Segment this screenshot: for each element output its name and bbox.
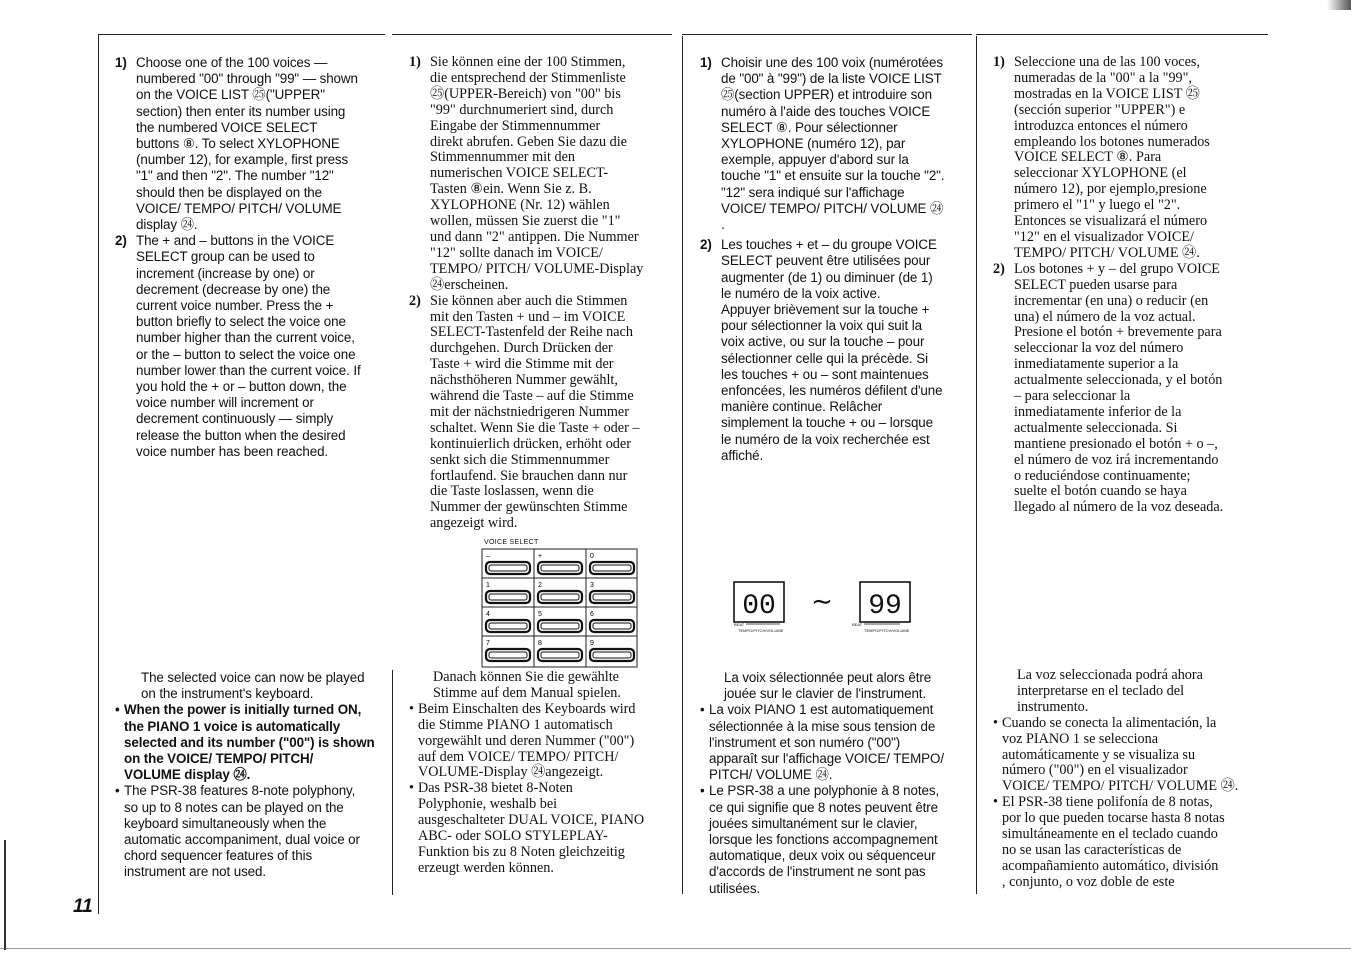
voice-select-diagram (476, 537, 646, 667)
display-range-svg (730, 580, 930, 640)
keypad-key-label: 5 (538, 611, 542, 618)
keypad-button-inner (489, 623, 527, 629)
keypad-key-label: – (486, 553, 490, 560)
keypad-key-label: 4 (486, 611, 490, 618)
keypad-button-inner (541, 652, 579, 658)
keypad-key-label: 3 (590, 582, 594, 589)
keypad-key-label: 9 (590, 640, 594, 647)
top-rule-2 (392, 34, 672, 35)
french-step-2: 2) Les touches + et – du groupe VOICE SELECT peuvent être utilisées pour augmenter (de 1) ou diminuer (de 1) le numéro de la voix active. Appuyer brièvement sur la touche + pour sélectionner la voix qui suit la voix active, ou sur la touche – pour sélectionner celle qui la précède. Si les touches + ou – sont maintenues enfoncées, les numéros défilent d'une manière continue. Relâcher simplement la touche + ou – lorsque le numéro de la voix recherchée est affiché. (700, 237, 943, 463)
top-rule-4 (976, 34, 1268, 35)
keypad-button-inner (489, 652, 527, 658)
column-divider-1 (392, 670, 393, 895)
display-range-diagram (730, 580, 930, 640)
french-notes (700, 670, 980, 897)
keypad-button (486, 562, 530, 574)
english-step-1: 1) Choose one of the 100 voices — numbered "00" through "99" — shown on the VOICE LIST ㉕("UPPER" section) then enter its number using the numbered VOICE SELECT buttons ⑧. To select XYLOPHONE (number 12), for example, first press "1" and then "2". The number "12" should then be displayed on the VOICE/ TEMPO/ PITCH/ VOLUME display ㉔. (115, 55, 358, 233)
keypad-button (538, 620, 582, 632)
german-bullet-2: • Das PSR-38 bietet 8-Noten Polyphonie, weshalb bei ausgeschalteter DUAL VOICE, PIANO ABC- oder SOLO STYLEPLAY- Funktion bis zu 8 Noten gleichzeitig erzeugt werden können. (409, 780, 645, 876)
keypad-key-label: 6 (590, 611, 594, 618)
top-rule-3 (682, 34, 972, 35)
english-notes (115, 670, 390, 881)
keypad-key-label: 8 (538, 640, 542, 647)
keypad-key-label: 7 (486, 640, 490, 647)
keypad-button (486, 649, 530, 661)
english-bullet-2: • The PSR-38 features 8-note polyphony, so up to 8 notes can be played on the keyboard simultaneously when the automatic accompaniment, dual voice or chord sequencer features of this instrument are not used. (115, 783, 360, 880)
keypad-button (590, 591, 634, 603)
french-step-1: 1) Choisir une des 100 voix (numérotées de "00" à "99") de la liste VOICE LIST ㉕(section UPPER) et introduire son numéro à l'aide des touches VOICE SELECT ⑧. Pour sélectionner XYLOPHONE (numéro 12), par exemple, appuyer d'abord sur la touche "1" et ensuite sur la touche "2". "12" sera indiqué sur l'affichage VOICE/ TEMPO/ PITCH/ VOLUME ㉔ . (700, 55, 945, 233)
keypad-button-inner (541, 594, 579, 600)
english-bullet-1: • When the power is initially turned ON, the PIANO 1 voice is automatically selected and its number ("00") is shown on the VOICE/ TEMPO/ PITCH/ VOLUME display ㉔. (115, 702, 375, 783)
left-margin-rule (98, 34, 99, 914)
spanish-bullet-2: • El PSR-38 tiene polifonía de 8 notas, por lo que pueden tocarse hasta 8 notas simultáneamente en el teclado cuando no se usan las características de acompañamiento automático, división , conjunto, o voz doble de este (993, 794, 1225, 890)
german-step-1: 1) Sie können eine der 100 Stimmen, die entsprechend der Stimmenliste ㉕(UPPER-Bereich) von "00" bis "99" durchnumeriert sind, durch Eingabe der Stimmennummer direkt abrufen. Geben Sie dazu die Stimmennummer mit den numerischen VOICE SELECT- Tasten ⑧ein. Wenn Sie z. B. XYLOPHONE (Nr. 12) wählen wollen, müssen Sie zuerst die "1" und dann "2" antippen. Die Nummer "12" sollte danach im VOICE/ TEMPO/ PITCH/ VOLUME-Display ㉔erscheinen. (409, 54, 644, 293)
voice-select-label: VOICE SELECT (484, 539, 539, 546)
range-tilde: ∼ (811, 586, 833, 616)
keypad-button-inner (593, 623, 631, 629)
keypad-key-label: + (538, 553, 543, 560)
english-step-2: 2) The + and – buttons in the VOICE SELECT group can be used to increment (increase by one) or decrement (decrease by one) the current voice number. Press the + button briefly to select the voice one number higher than the current voice, or the – button to select the voice one number lower than the current voice. If you hold the + or – button down, the voice number will increment or decrement continuously — simply release the button when the desired voice number has been reached. (115, 233, 361, 459)
display-last-number: 99 (868, 591, 902, 622)
english-instructions (115, 55, 390, 460)
display-last-caption-sub: TEMPO/PITCH/VOLUME (864, 628, 910, 633)
voice-select-keypad (476, 547, 646, 672)
german-step-2: 2) Sie können aber auch die Stimmen mit den Tasten + und – im VOICE SELECT-Tastenfeld der Reihe nach durchgehen. Durch Drücken der Taste + wird die Stimme mit der nächsthöheren Nummer gewählt, während die Taste – auf die Stimme mit der nächstniedrigeren Nummer schaltet. Wenn Sie die Taste + oder – kontinuierlich drücken, erhöht oder senkt sich die Stimmennummer fortlaufend. Sie brauchen dann nur die Taste loslassen, wenn die Nummer der gewünschten Stimme angezeigt wird. (409, 292, 640, 532)
spanish-bullet-1: • Cuando se conecta la alimentación, la voz PIANO 1 se selecciona automáticamente y se visualiza su número ("00") en el visualizador VOICE/ TEMPO/ PITCH/ VOLUME ㉔. (993, 714, 1239, 795)
spanish-notes (993, 668, 1278, 891)
keypad-key-label: 2 (538, 582, 542, 589)
german-bullet-1: • Beim Einschalten des Keyboards wird die Stimme PIANO 1 automatisch vorgewählt und deren Nummer ("00") auf dem VOICE/ TEMPO/ PITCH/ VOLUME-Display ㉔angezeigt. (409, 700, 636, 781)
german-notes (409, 670, 684, 877)
keypad-button (590, 620, 634, 632)
top-rule-1 (98, 34, 385, 35)
display-first-caption-sub: TEMPO/PITCH/VOLUME (738, 628, 784, 633)
english-after-text: The selected voice can now be played on the instrument's keyboard. (141, 670, 365, 702)
display-first-number: 00 (742, 591, 776, 622)
spanish-instructions (993, 55, 1278, 516)
keypad-button-inner (593, 565, 631, 571)
keypad-button-inner (593, 594, 631, 600)
keypad-button-inner (489, 565, 527, 571)
display-first-caption-beat: BEAT (734, 622, 745, 627)
french-bullet-2: • Le PSR-38 a une polyphonie à 8 notes, ce qui signifie que 8 notes peuvent être jouées simultanément sur le clavier, lorsque les fonctions accompagnement automatique, deux voix ou séquenceur d'accords de l'instrument ne sont pas utilisées. (700, 783, 940, 896)
german-after-text: Danach können Sie die gewählte Stimme auf dem Manual spielen. (433, 669, 621, 701)
spanish-step-1: 1) Seleccione una de las 100 voces, numeradas de la "00" a la "99", mostradas en la VOICE LIST ㉕ (sección superior "UPPER") e introduzca entonces el número empleando los botones numerados VOICE SELECT ⑧. Para seleccionar XYLOPHONE (el número 12), por ejemplo,presione primero el "1" y luego el "2". Entonces se visualizará el número "12" en el visualizador VOICE/ TEMPO/ PITCH/ VOLUME ㉔. (993, 54, 1210, 261)
spanish-after-text: La voz seleccionada podrá ahora interpretarse en el teclado del instrumento. (1017, 667, 1203, 715)
keypad-button (538, 591, 582, 603)
keypad-key-label: 0 (590, 553, 594, 560)
bottom-rule (0, 948, 1351, 949)
left-edge-mark (4, 840, 6, 950)
keypad-button (486, 591, 530, 603)
display-last-caption-beat: BEAT (852, 622, 863, 627)
keypad-button (590, 562, 634, 574)
keypad-button (538, 649, 582, 661)
french-bullet-1: • La voix PIANO 1 est automatiquement sélectionnée à la mise sous tension de l'instrument et son numéro ("00") apparaît sur l'affichage VOICE/ TEMPO/ PITCH/ VOLUME ㉔. (700, 702, 944, 783)
spanish-step-2: 2) Los botones + y – del grupo VOICE SELECT pueden usarse para incrementar (en una) o reducir (en una) el número de la voz actual. Presione el botón + brevemente para seleccionar la voz del número inmediatamente superior a la actualmente seleccionada, y el botón – para seleccionar la inmediatamente inferior de la actualmente seleccionada. Si mantiene presionado el botón + o –, el número de voz irá incrementando o reduciéndose continuamente; suelte el botón cuando se haya llegado al número de la voz deseada. (993, 260, 1224, 516)
keypad-key-label: 1 (486, 582, 490, 589)
keypad-button-inner (541, 623, 579, 629)
keypad-button-inner (489, 594, 527, 600)
keypad-button (590, 649, 634, 661)
german-instructions (409, 55, 684, 532)
french-after-text: La voix sélectionnée peut alors être jouée sur le clavier de l'instrument. (724, 670, 932, 702)
page-number: 11 (73, 896, 93, 917)
keypad-button-inner (541, 565, 579, 571)
keypad-button-inner (593, 652, 631, 658)
corner-mark (1327, 0, 1351, 10)
keypad-button (538, 562, 582, 574)
keypad-button (486, 620, 530, 632)
french-instructions (700, 55, 980, 464)
